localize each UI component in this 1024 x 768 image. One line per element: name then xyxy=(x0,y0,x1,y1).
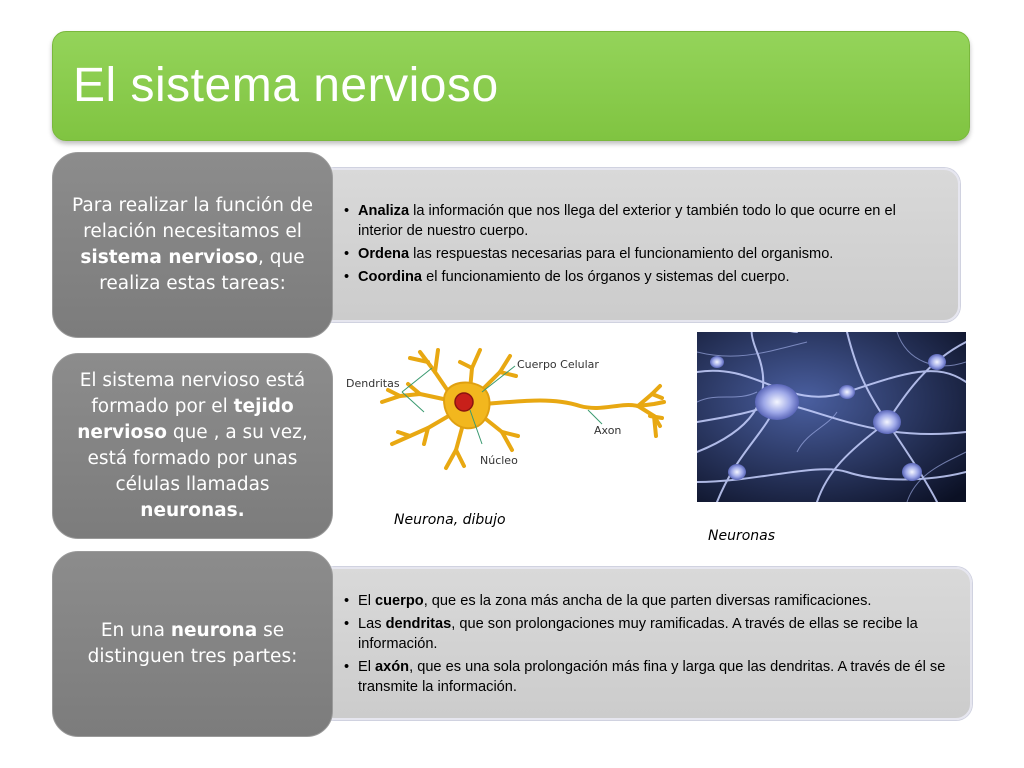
list-item: • El axón, que es una sola prolongación más fina y larga que las dendritas. A través de él se transmite la información. xyxy=(342,657,956,697)
nucleus-shape xyxy=(455,393,473,411)
list-item: • Ordena las respuestas necesarias para el funcionamiento del organismo. xyxy=(342,244,942,264)
list-item: • Las dendritas, que son prolongaciones muy ramificadas. A través de ellas se recibe la información. xyxy=(342,614,956,654)
function-summary-text: Para realizar la función de relación necesitamos el sistema nervioso, que realiza estas tareas: xyxy=(72,195,313,294)
nucleo-label: Núcleo xyxy=(480,454,518,467)
slide-title: El sistema nervioso xyxy=(73,59,499,112)
cuerpo-celular-label: Cuerpo Celular xyxy=(517,358,599,371)
dendritas-label: Dendritas xyxy=(346,377,400,390)
tissue-summary-text: El sistema nervioso está formado por el tejido nervioso que , a su vez, está formado por unas células llamadas neuronas. xyxy=(77,370,308,521)
parts-list xyxy=(342,591,956,697)
drawing-caption: Neurona, dibujo xyxy=(394,512,506,528)
neuron-diagram xyxy=(340,332,670,482)
neurons-image xyxy=(697,332,966,502)
parts-summary-box xyxy=(52,551,333,737)
tissue-summary-box xyxy=(52,353,333,539)
parts-bullet-box xyxy=(318,567,972,720)
tasks-list xyxy=(342,201,942,287)
neurons-photo xyxy=(697,332,966,502)
parts-summary-text: En una neurona se distinguen tres partes: xyxy=(87,620,298,667)
title-bar xyxy=(52,31,970,141)
function-summary-box xyxy=(52,152,333,338)
photo-caption: Neuronas xyxy=(708,528,776,544)
axon-label: Axon xyxy=(594,424,622,437)
list-item: • Analiza la información que nos llega del exterior y también todo lo que ocurre en el interior de nuestro cuerpo. xyxy=(342,201,942,241)
tasks-bullet-box xyxy=(318,168,960,322)
list-item: • El cuerpo, que es la zona más ancha de la que parten diversas ramificaciones. xyxy=(342,591,956,611)
list-item: • Coordina el funcionamiento de los órganos y sistemas del cuerpo. xyxy=(342,267,942,287)
